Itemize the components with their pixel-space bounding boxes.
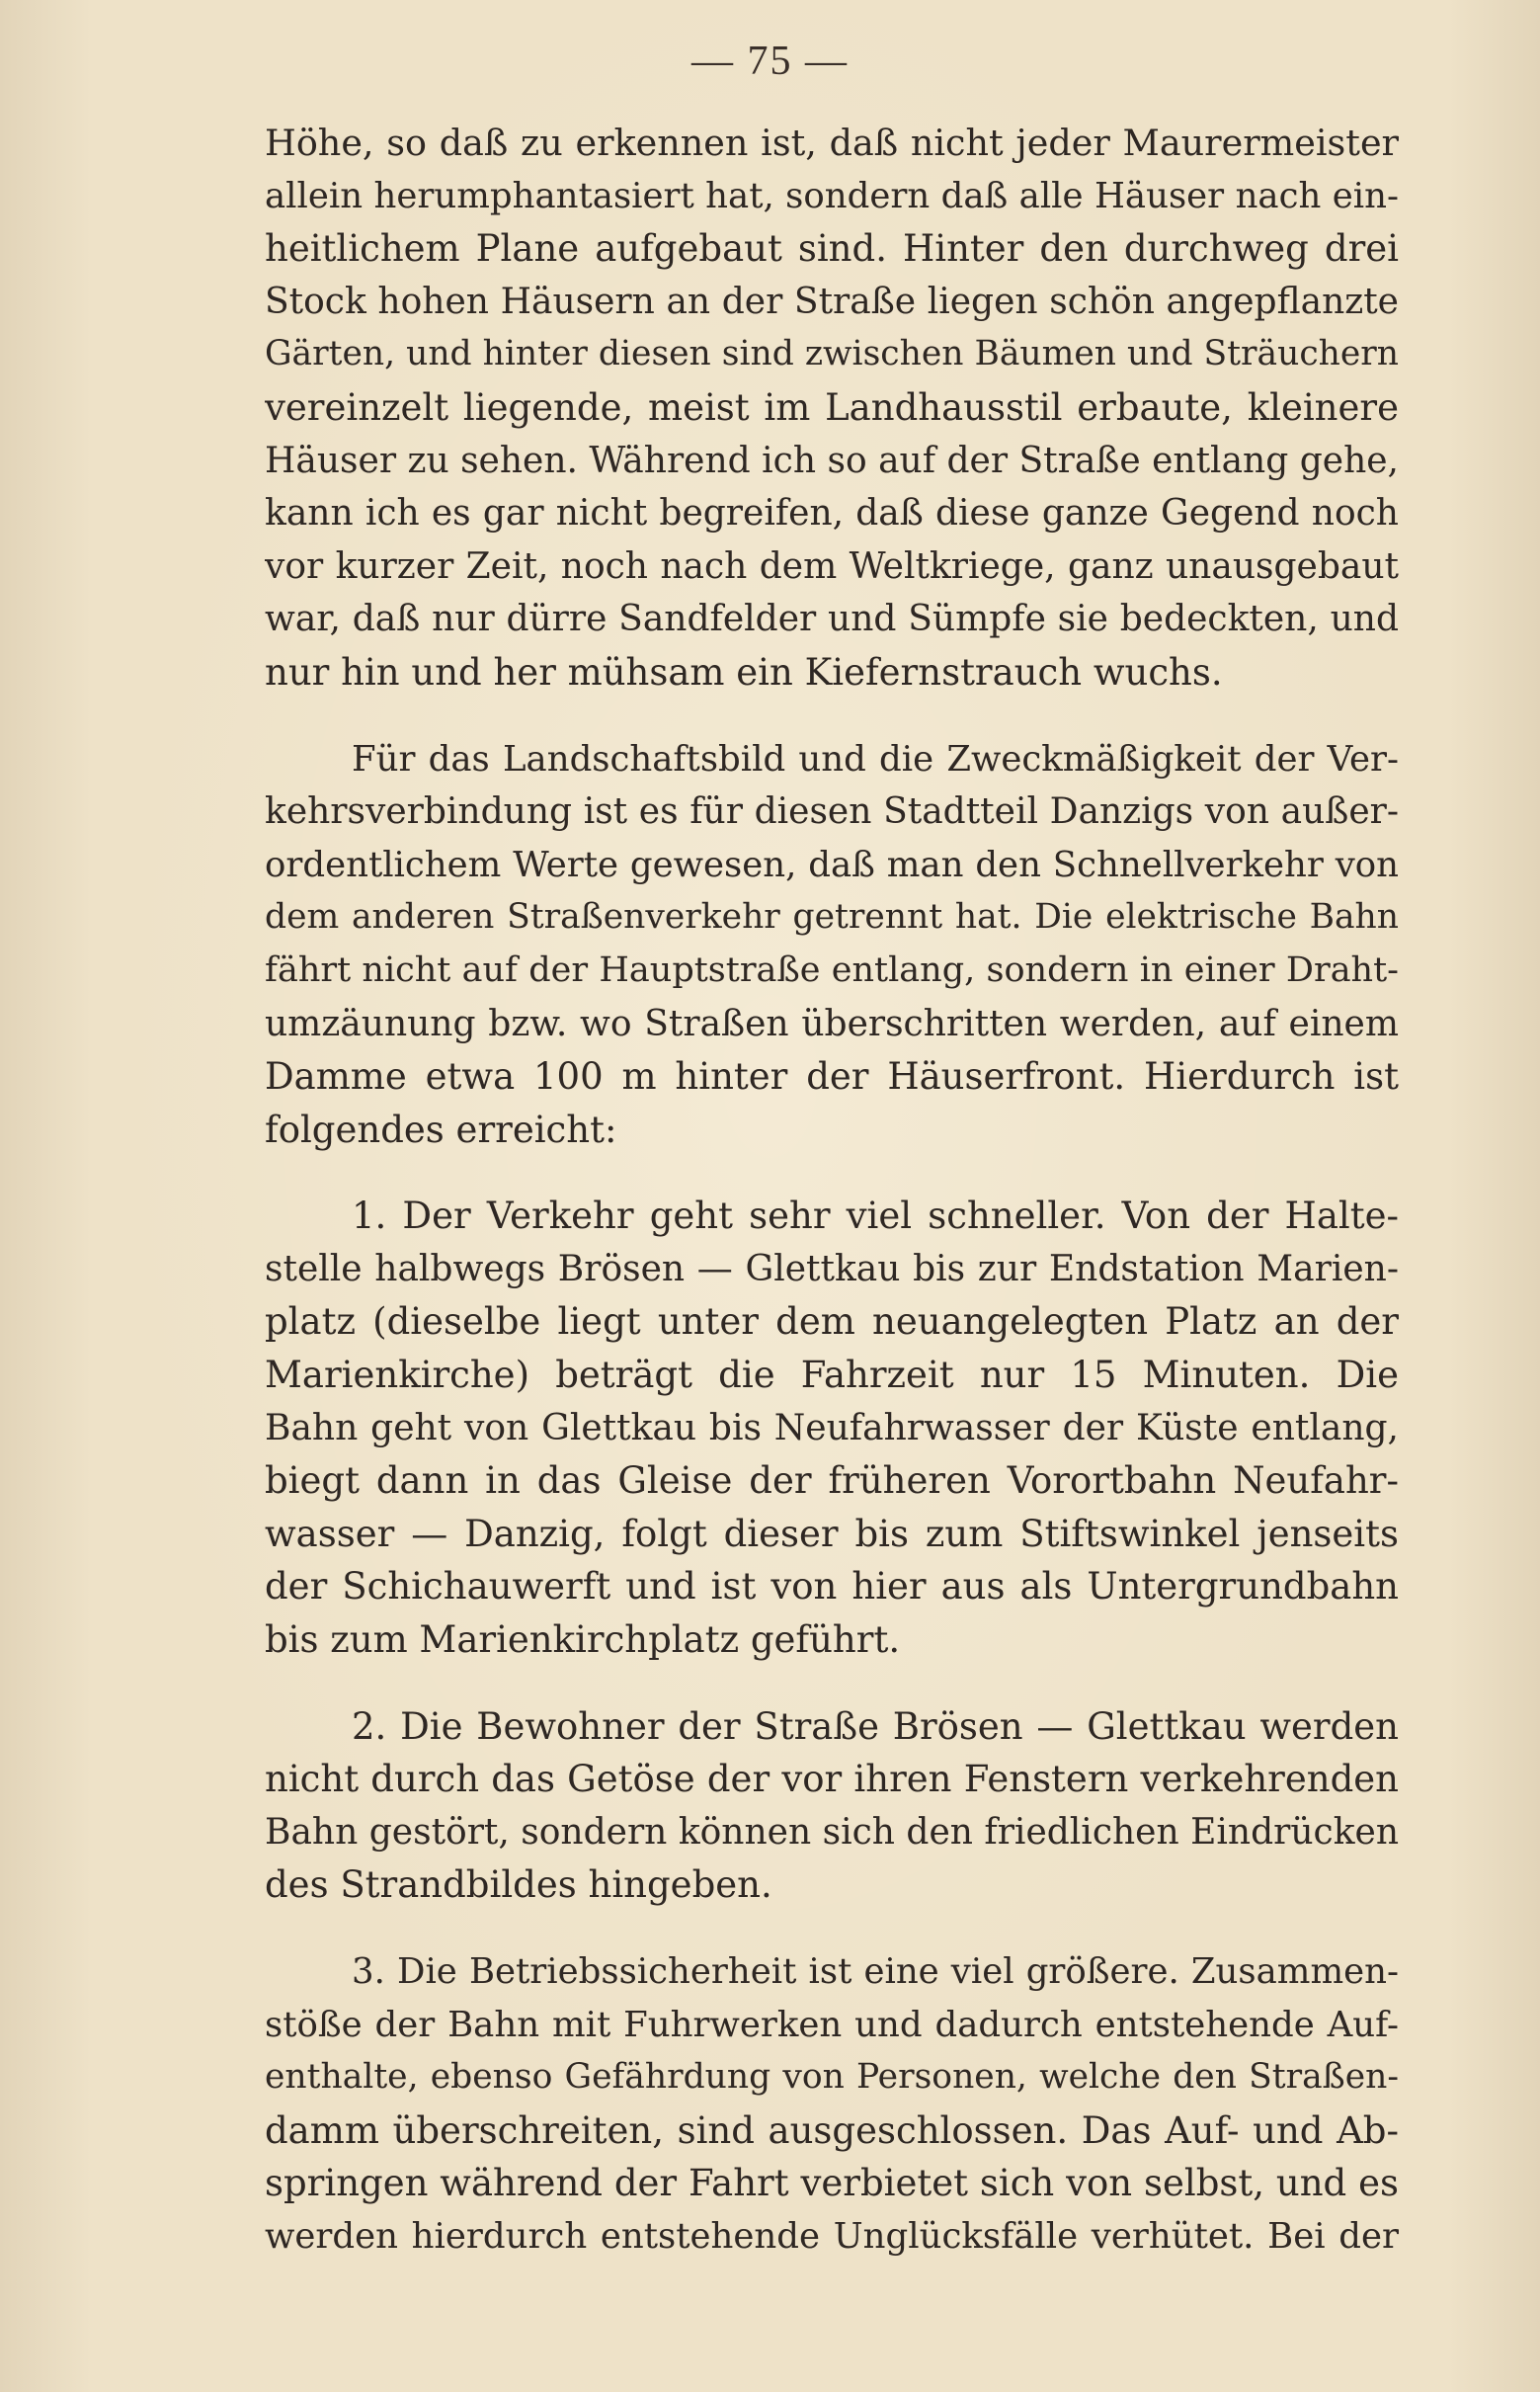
text-line: war, daß nur dürre Sandfelder und Sümpfe sie bedeckten, und bbox=[265, 599, 1399, 640]
text-line: bis zum Marienkirchplatz geführt. bbox=[265, 1618, 901, 1662]
text-line: vor kurzer Zeit, noch nach dem Weltkriege, ganz unausgebaut bbox=[265, 545, 1399, 587]
text-line: 1. Der Verkehr geht sehr viel schneller. Von der Halte- bbox=[352, 1195, 1399, 1238]
paragraph-1 bbox=[265, 117, 1399, 700]
text-line: ordentlichem Werte gewesen, daß man den Schnellverkehr von bbox=[265, 844, 1399, 885]
paragraph-spacer bbox=[265, 1156, 1399, 1190]
text-line: enthalte, ebenso Gefährdung von Personen, welche den Straßen- bbox=[265, 2057, 1399, 2098]
body-text bbox=[265, 117, 1399, 2264]
text-line: des Strandbildes hingeben. bbox=[265, 1863, 772, 1907]
text-line: kann ich es gar nicht begreifen, daß diese ganze Gegend noch bbox=[265, 493, 1399, 535]
text-line: 2. Die Bewohner der Straße Brösen — Glettkau werden bbox=[352, 1704, 1399, 1748]
text-line: platz (dieselbe liegt unter dem neuangelegten Platz an der bbox=[265, 1300, 1399, 1344]
text-line: Bahn geht von Glettkau bis Neufahrwasser der Küste entlang, bbox=[265, 1407, 1399, 1448]
paragraph-3 bbox=[265, 1190, 1399, 1666]
text-line: stöße der Bahn mit Fuhrwerken und dadurch entstehende Auf- bbox=[265, 2004, 1399, 2045]
text-line: damm überschreiten, sind ausgeschlossen. Das Auf- und Ab- bbox=[265, 2108, 1399, 2152]
text-line: kehrsverbindung ist es für diesen Stadtteil Danzigs von außer- bbox=[265, 791, 1399, 833]
text-line: nur hin und her mühsam ein Kiefernstrauch wuchs. bbox=[265, 650, 1223, 694]
text-line: vereinzelt liegende, meist im Landhausstil erbaute, kleinere bbox=[265, 385, 1399, 429]
text-line: stelle halbwegs Brösen — Glettkau bis zur Endstation Marien- bbox=[265, 1248, 1399, 1289]
paragraph-spacer bbox=[265, 1667, 1399, 1700]
text-line: Höhe, so daß zu erkennen ist, daß nicht jeder Maurermeister bbox=[265, 122, 1399, 164]
paragraph-4 bbox=[265, 1700, 1399, 1912]
text-line: Damme etwa 100 m hinter der Häuserfront. Hierdurch ist bbox=[265, 1055, 1399, 1099]
text-line: 3. Die Betriebssicherheit ist eine viel größere. Zusammen- bbox=[352, 1951, 1399, 1992]
text-line: folgendes erreicht: bbox=[265, 1108, 617, 1151]
text-line: springen während der Fahrt verbietet sich von selbst, und es bbox=[265, 2162, 1399, 2205]
paragraph-spacer bbox=[265, 1912, 1399, 1945]
paragraph-2 bbox=[265, 733, 1399, 1157]
text-line: werden hierdurch entstehende Unglücksfälle verhütet. Bei der bbox=[265, 2215, 1399, 2257]
page-number: — 75 — bbox=[691, 39, 849, 84]
text-line: der Schichauwerft und ist von hier aus als Untergrundbahn bbox=[265, 1565, 1399, 1608]
text-line: Marienkirche) beträgt die Fahrzeit nur 15 Minuten. Die bbox=[265, 1354, 1399, 1397]
text-line: heitlichem Plane aufgebaut sind. Hinter den durchweg drei bbox=[265, 227, 1399, 271]
text-line: Bahn gestört, sondern können sich den friedlichen Eindrücken bbox=[265, 1811, 1399, 1853]
text-line: biegt dann in das Gleise der früheren Vorortbahn Neufahr- bbox=[265, 1459, 1399, 1503]
text-line: Gärten, und hinter diesen sind zwischen Bäumen und Sträuchern bbox=[265, 334, 1399, 374]
text-line: dem anderen Straßenverkehr getrennt hat. Die elektrische Bahn bbox=[265, 897, 1399, 938]
text-line: allein herumphantasiert hat, sondern daß alle Häuser nach ein- bbox=[265, 175, 1399, 216]
paragraph-spacer bbox=[265, 700, 1399, 733]
paragraph-5 bbox=[265, 1945, 1399, 2264]
text-line: umzäunung bzw. wo Straßen überschritten werden, auf einem bbox=[265, 1003, 1399, 1044]
text-line: fährt nicht auf der Hauptstraße entlang, sondern in einer Draht- bbox=[265, 949, 1399, 990]
text-line: Häuser zu sehen. Während ich so auf der Straße entlang gehe, bbox=[265, 440, 1399, 481]
text-line: Für das Landschaftsbild und die Zweckmäßigkeit der Ver- bbox=[352, 738, 1399, 780]
text-line: nicht durch das Getöse der vor ihren Fenstern verkehrenden bbox=[265, 1758, 1399, 1801]
text-line: wasser — Danzig, folgt dieser bis zum Stiftswinkel jenseits bbox=[265, 1512, 1399, 1555]
text-line: Stock hohen Häusern an der Straße liegen schön angepflanzte bbox=[265, 281, 1399, 322]
